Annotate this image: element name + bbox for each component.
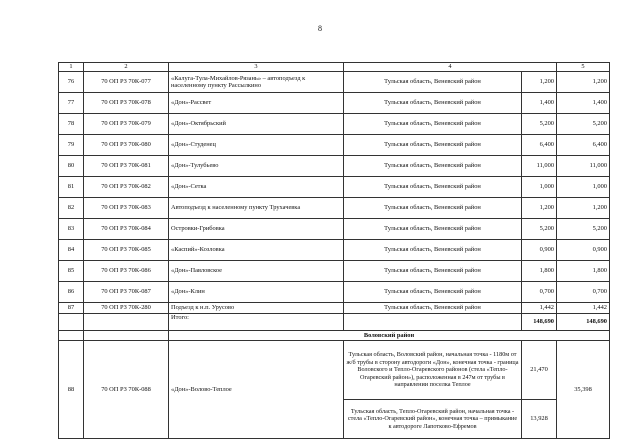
row-number: 77 [59,93,84,114]
road-total: 11,000 [557,156,610,177]
road-length: 0,700 [522,282,557,303]
road-location: Тульская область, Веневский район [344,282,522,303]
road-name: «Дон»-Клин [169,282,344,303]
road-name: Подъезд к н.п. Урусово [169,303,344,314]
road-name: «Дон»-Сетка [169,177,344,198]
road-segment-length: 13,928 [522,400,557,439]
road-location: Тульская область, Веневский район [344,261,522,282]
road-segment-description: Тульская область, Тепло-Огаревский район, начальная точка - стела «Тепло-Огаревский район», конечная точка – примыкание к автодороге Лапотково-Ефремов [344,400,522,439]
roads-table [58,62,610,439]
total-sum: 148,690 [557,314,610,331]
section-row [59,331,610,341]
row-number: 85 [59,261,84,282]
section-title: Воловский район [169,331,610,341]
road-location: Тульская область, Веневский район [344,198,522,219]
header-col-2: 2 [84,63,169,72]
road-name: «Дон»-Тулубьево [169,156,344,177]
road-length: 6,400 [522,135,557,156]
total-length: 148,690 [522,314,557,331]
road-name: «Каспий»-Козловка [169,240,344,261]
section-blank-2 [84,331,169,341]
table-row [59,261,610,282]
road-location: Тульская область, Веневский район [344,135,522,156]
road-name: «Дон»-Рассвет [169,93,344,114]
row-number: 86 [59,282,84,303]
road-location: Тульская область, Веневский район [344,114,522,135]
road-total: 5,200 [557,114,610,135]
total-row [59,314,610,331]
table-row [59,156,610,177]
road-total: 1,400 [557,93,610,114]
table-row [59,135,610,156]
road-location: Тульская область, Веневский район [344,177,522,198]
road-code: 70 ОП РЗ 70К-080 [84,135,169,156]
road-total: 5,200 [557,219,610,240]
table-row [59,177,610,198]
road-code: 70 ОП РЗ 70К-085 [84,240,169,261]
road-code: 70 ОП РЗ 70К-081 [84,156,169,177]
road-name: Островки-Грибовка [169,219,344,240]
table-row [59,72,610,93]
road-length: 1,800 [522,261,557,282]
road-code: 70 ОП РЗ 70К-086 [84,261,169,282]
row-number: 80 [59,156,84,177]
road-segment-length: 21,470 [522,341,557,400]
road-length: 1,400 [522,93,557,114]
row-number: 87 [59,303,84,314]
road-code: 70 ОП РЗ 70К-087 [84,282,169,303]
road-total: 0,900 [557,240,610,261]
road-length: 1,200 [522,198,557,219]
road-total: 1,442 [557,303,610,314]
road-name: «Дон»-Октябрьский [169,114,344,135]
road-length: 5,200 [522,219,557,240]
road-location: Тульская область, Веневский район [344,72,522,93]
row-number: 83 [59,219,84,240]
road-name: «Калуга-Тула-Михайлов-Рязань» – автоподъезд к населенному пункту Рассылкино [169,72,344,93]
road-length: 1,200 [522,72,557,93]
road-code: 70 ОП РЗ 70К-082 [84,177,169,198]
road-length: 1,442 [522,303,557,314]
road-code: 70 ОП РЗ 70К-078 [84,93,169,114]
road-code: 70 ОП РЗ 70К-088 [84,341,169,439]
table-header-row [59,63,610,72]
header-col-4: 4 [344,63,557,72]
road-total: 35,398 [557,341,610,439]
road-code: 70 ОП РЗ 70К-084 [84,219,169,240]
header-col-1: 1 [59,63,84,72]
table-row [59,198,610,219]
road-length: 0,900 [522,240,557,261]
total-blank-2 [84,314,169,331]
road-code: 70 ОП РЗ 70К-280 [84,303,169,314]
total-blank-3 [344,314,522,331]
table-row [59,240,610,261]
road-name: «Дон»-Студенец [169,135,344,156]
road-length: 5,200 [522,114,557,135]
table-row [59,93,610,114]
row-number: 84 [59,240,84,261]
road-name: «Дон»-Волово-Теплое [169,341,344,439]
road-total: 1,800 [557,261,610,282]
road-location: Тульская область, Веневский район [344,93,522,114]
table-row [59,114,610,135]
road-location: Тульская область, Веневский район [344,303,522,314]
road-length: 1,000 [522,177,557,198]
row-number: 79 [59,135,84,156]
row-number: 76 [59,72,84,93]
road-code: 70 ОП РЗ 70К-079 [84,114,169,135]
total-label: Итого: [169,314,344,331]
road-location: Тульская область, Веневский район [344,156,522,177]
road-name: Автоподъезд к населенному пункту Трухачевка [169,198,344,219]
road-total: 0,700 [557,282,610,303]
row-number: 78 [59,114,84,135]
row-number: 88 [59,341,84,439]
row-number: 82 [59,198,84,219]
header-col-5: 5 [557,63,610,72]
table-row [59,341,610,400]
row-number: 81 [59,177,84,198]
page-number: 8 [318,24,322,33]
road-segment-description: Тульская область, Воловский район, начальная точка - 1180м от ж/б трубы в сторону автодороги «Дон», конечная точка - граница Воловского и Тепло-Огаревского районов (стела «Тепло-Огаревский район»), расположенная в 247м от трубы в направлении поселка Теплое [344,341,522,400]
header-col-3: 3 [169,63,344,72]
section-blank-1 [59,331,84,341]
road-total: 1,200 [557,198,610,219]
road-code: 70 ОП РЗ 70К-077 [84,72,169,93]
road-length: 11,000 [522,156,557,177]
table-row [59,303,610,314]
road-name: «Дон»-Павловское [169,261,344,282]
road-total: 6,400 [557,135,610,156]
table-row [59,282,610,303]
road-total: 1,200 [557,72,610,93]
table-row [59,219,610,240]
road-location: Тульская область, Веневский район [344,219,522,240]
road-location: Тульская область, Веневский район [344,240,522,261]
total-blank-1 [59,314,84,331]
road-total: 1,000 [557,177,610,198]
road-code: 70 ОП РЗ 70К-083 [84,198,169,219]
